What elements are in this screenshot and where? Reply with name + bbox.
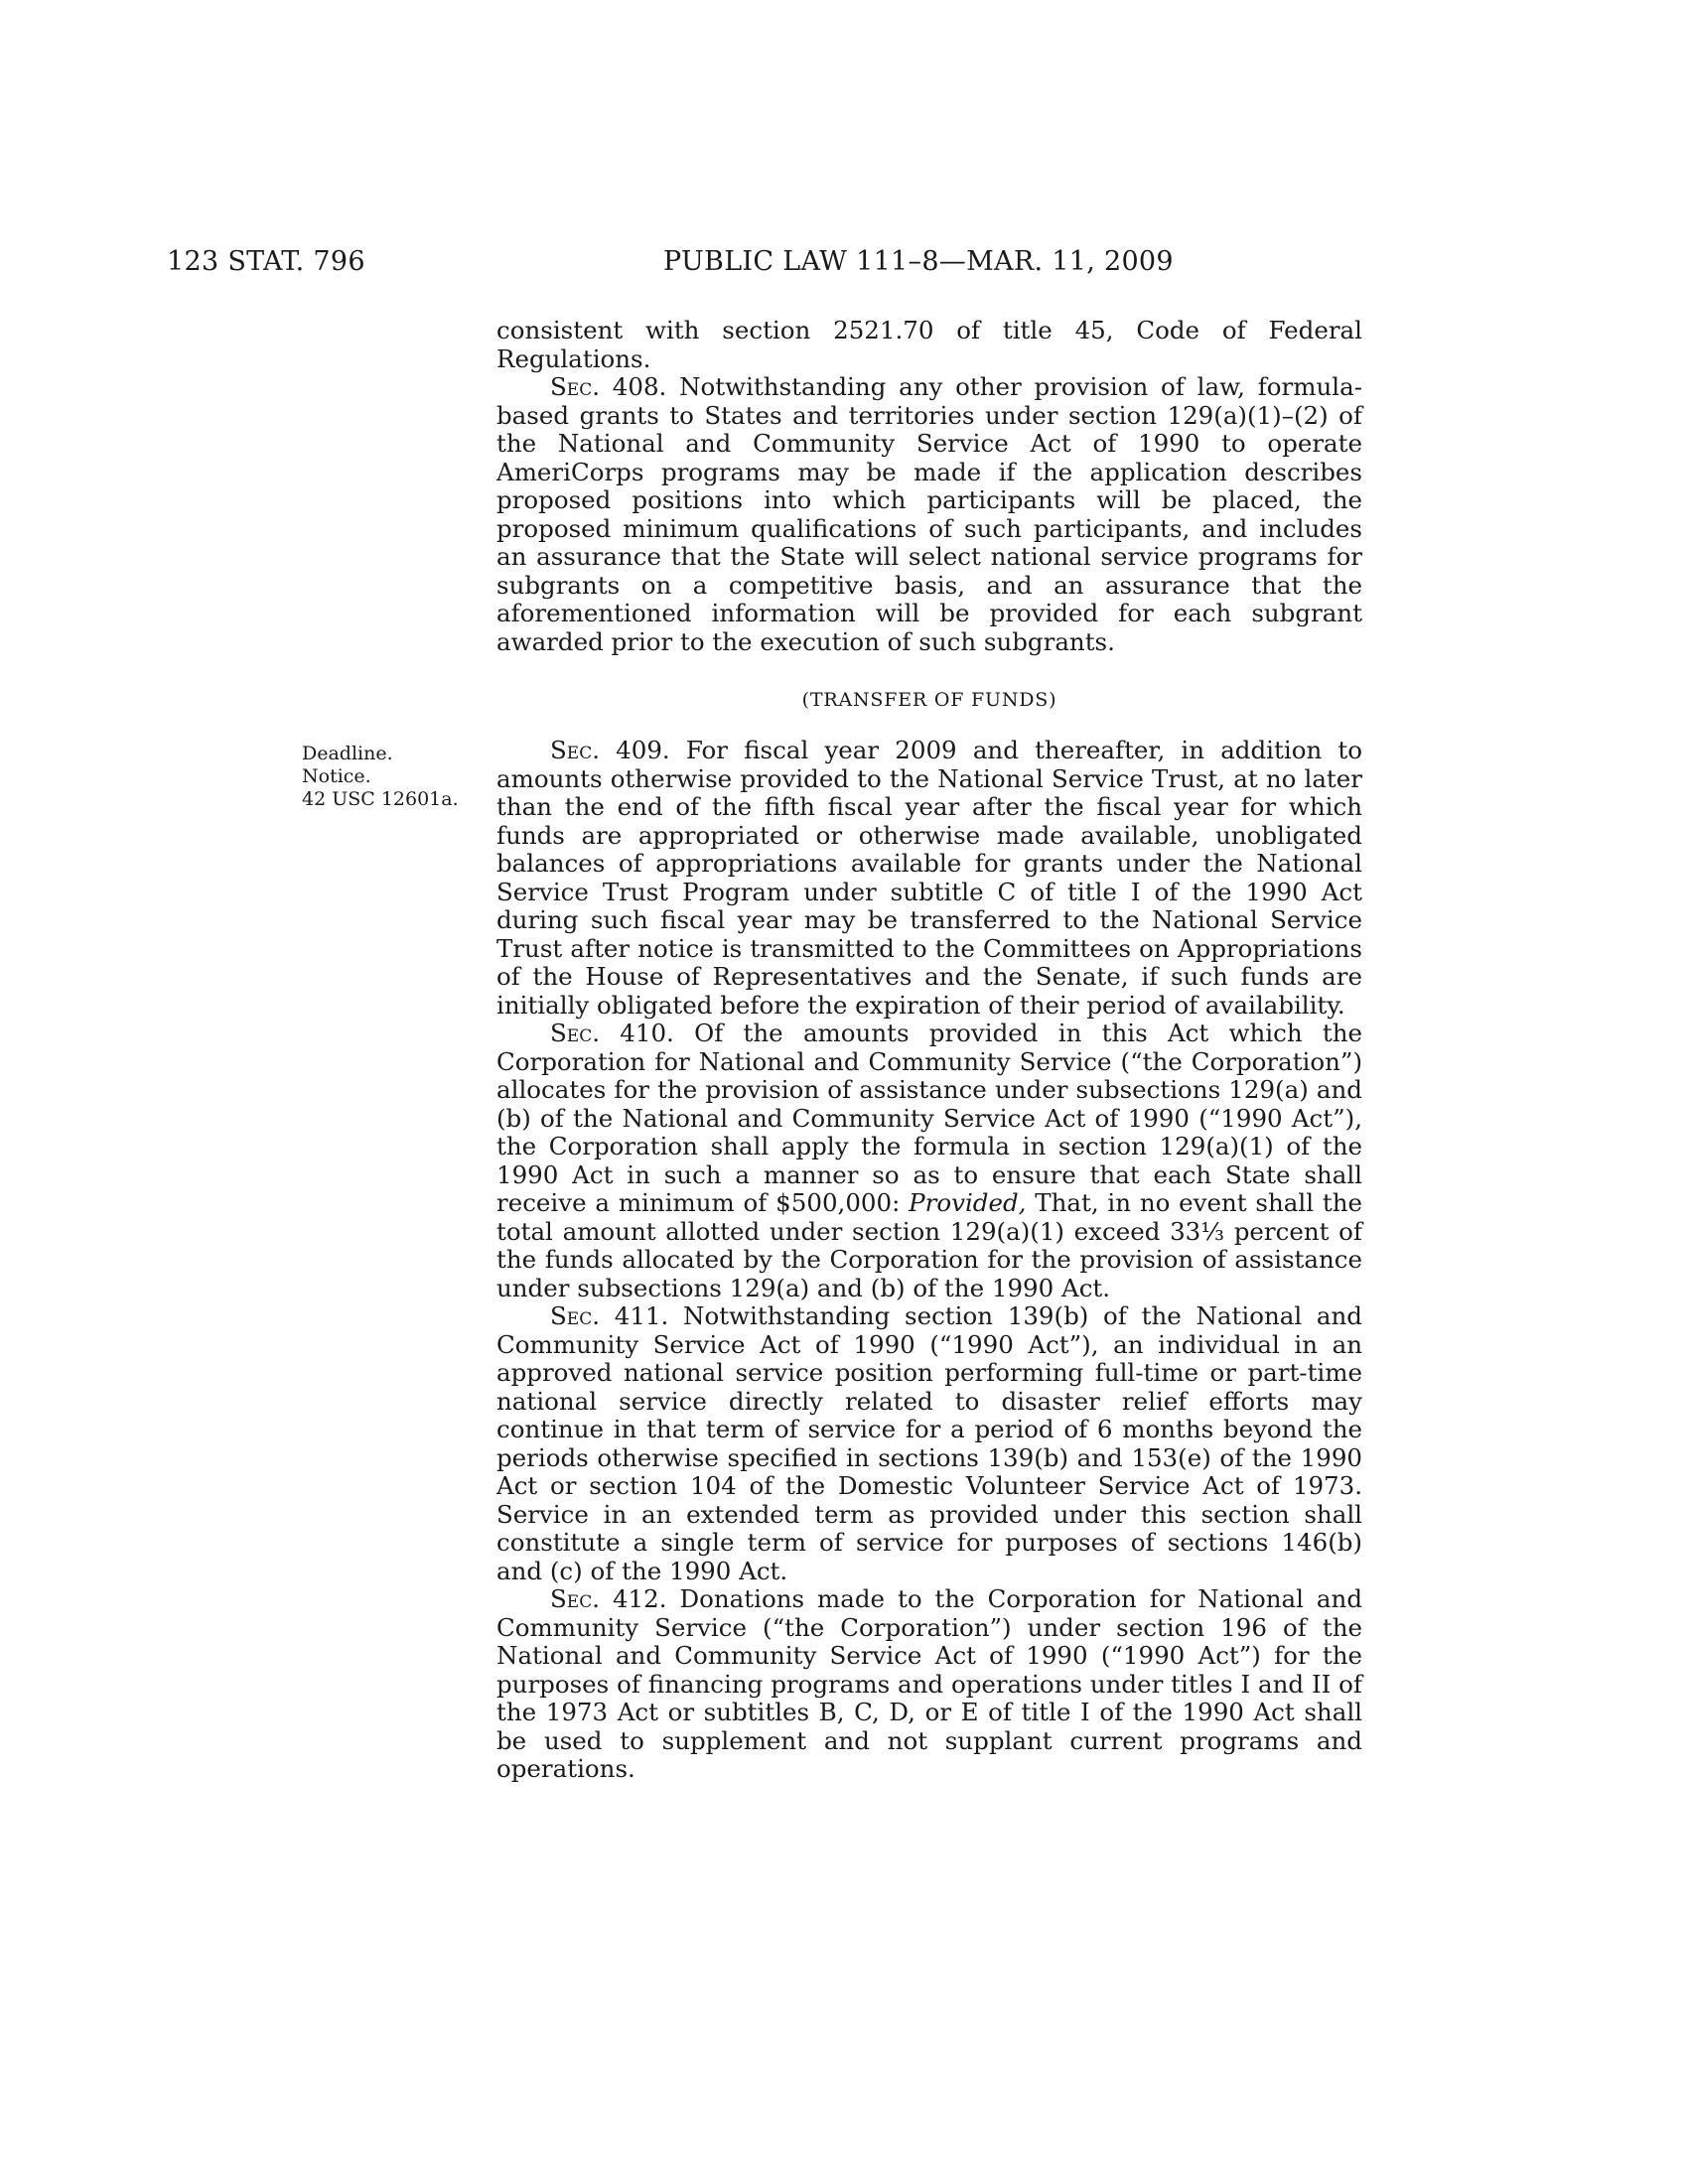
section-410 xyxy=(496,1020,1362,1302)
section-text: Notwithstanding section 139(b) of the National and Community Service Act of 1990 (“1990 Act”), an individual in an approved national service position performing full-time or part-time national service directly related to disaster relief efforts may continue in that term of service for a period of 6 months beyond the periods otherwise specified in sections 139(b) and 153(e) of the 1990 Act or section 104 of the Domestic Volunteer Service Act of 1973. Service in an extended term as provided under this section shall constitute a single term of service for purposes of sections 146(b) and (c) of the 1990 Act. xyxy=(496,1301,1362,1585)
section-text: Donations made to the Corporation for National and Community Service (“the Corporation”) under section 196 of the National and Community Service Act of 1990 (“1990 Act”) for the purposes of financing programs and operations under titles I and II of the 1973 Act or subtitles B, C, D, or E of title I of the 1990 Act shall be used to supplement and not supplant current programs and operations. xyxy=(496,1584,1363,1783)
text-block-upper xyxy=(496,317,1362,656)
margin-note-usc-citation: 42 USC 12601a. xyxy=(302,788,459,810)
margin-note-notice: Notice. xyxy=(302,765,371,787)
provided-proviso: Provided, xyxy=(909,1188,1027,1217)
section-label: Sec. 408. xyxy=(550,372,667,401)
section-label: Sec. 409. xyxy=(550,736,670,764)
section-label: Sec. 412. xyxy=(550,1584,667,1613)
text-block-lower xyxy=(496,737,1362,1784)
page-header xyxy=(0,246,1688,286)
section-text-continued: That, in no event shall the total amount allotted under section 129(a)(1) exceed 33⅓ percent of the funds allocated by the Corporation for the provision of assistance under subsections 129(a) and (b) of the 1990 Act. xyxy=(496,1188,1362,1302)
section-409 xyxy=(496,737,1362,1020)
transfer-of-funds-heading: (TRANSFER OF FUNDS) xyxy=(801,689,1057,711)
section-text: For fiscal year 2009 and thereafter, in addition to amounts otherwise provided to the National Service Trust, at no later than the end of the fifth fiscal year after the fiscal year for which funds are appropriated or otherwise made available, unobligated balances of appropriations available for grants under the National Service Trust Program under subtitle C of title I of the 1990 Act during such fiscal year may be transferred to the National Service Trust after notice is transmitted to the Committees on Appropriations of the House of Representatives and the Senate, if such funds are initially obligated before the expiration of their period of availability. xyxy=(496,736,1362,1020)
statute-page-reference: 123 STAT. 796 xyxy=(167,246,365,277)
running-head: PUBLIC LAW 111–8—MAR. 11, 2009 xyxy=(663,246,1174,277)
margin-note-deadline: Deadline. xyxy=(302,743,393,764)
section-412 xyxy=(496,1585,1362,1784)
section-411 xyxy=(496,1302,1362,1585)
section-408 xyxy=(496,373,1362,656)
section-text: Of the amounts provided in this Act which the Corporation for National and Community Service (“the Corporation”) allocates for the provision of assistance under subsections 129(a) and (b) of the National and Community Service Act of 1990 (“1990 Act”), the Corporation shall apply the formula in section 129(a)(1) of the 1990 Act in such a manner so as to ensure that each State shall receive a minimum of $500,000: xyxy=(496,1019,1362,1217)
margin-notes xyxy=(302,743,459,811)
section-label: Sec. 410. xyxy=(550,1019,674,1047)
section-label: Sec. 411. xyxy=(550,1301,669,1330)
section-text: Notwithstanding any other provision of law, formula-based grants to States and territories under section 129(a)(1)–(2) of the National and Community Service Act of 1990 to operate AmeriCorps programs may be made if the application describes proposed positions into which participants will be placed, the proposed minimum qualifications of such participants, and includes an assurance that the State will select national service programs for subgrants on a competitive basis, and an assurance that the aforementioned information will be provided for each subgrant awarded prior to the execution of such subgrants. xyxy=(496,372,1362,656)
continuation-paragraph: consistent with section 2521.70 of title 45, Code of Federal Regulations. xyxy=(496,316,1362,373)
